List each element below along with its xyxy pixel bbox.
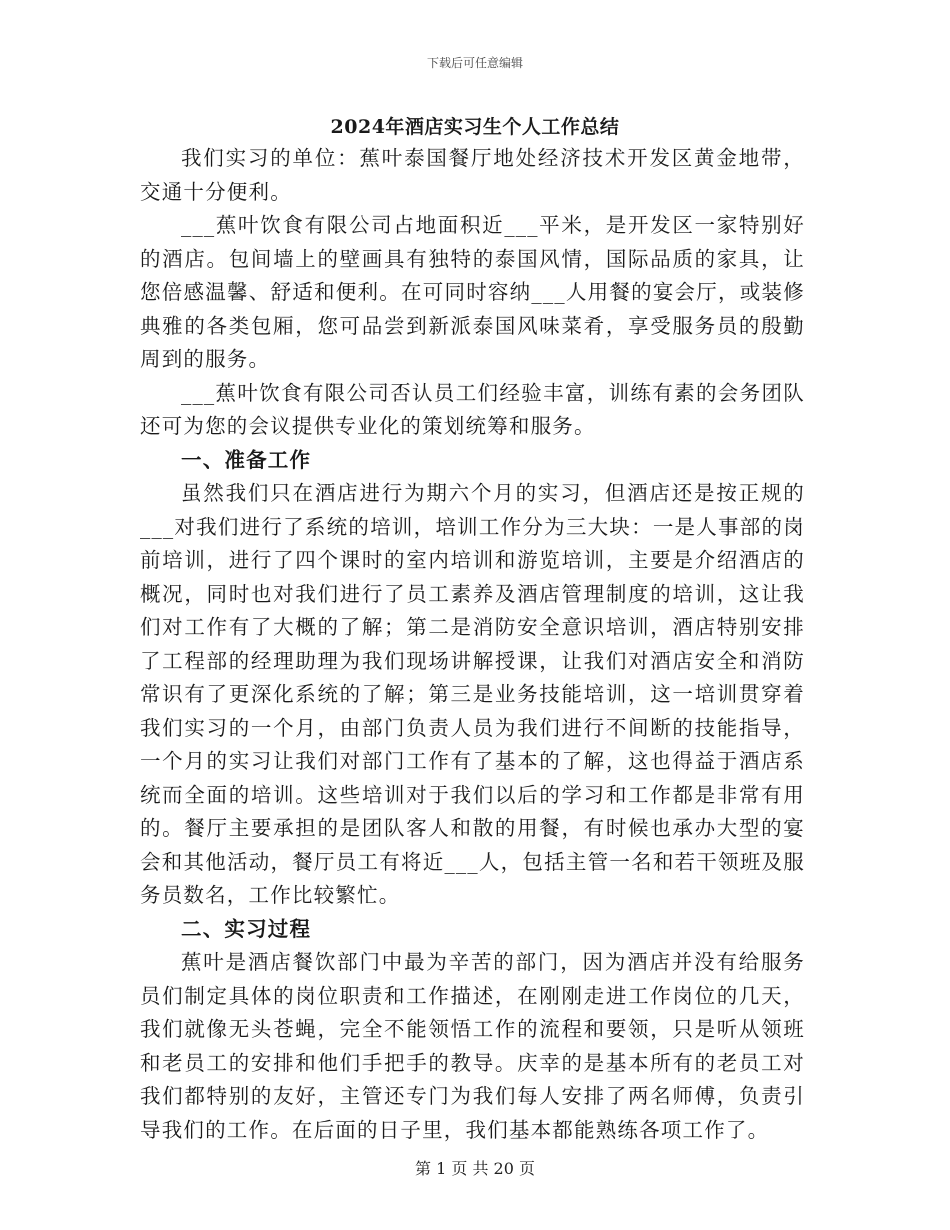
page-title: 2024年酒店实习生个人工作总结	[330, 116, 620, 138]
paragraph-intro: 我们实习的单位：蕉叶泰国餐厅地处经济技术开发区黄金地带，交通十分便利。	[140, 146, 805, 204]
paragraph-process: 蕉叶是酒店餐饮部门中最为辛苦的部门，因为酒店并没有给服务员们制定具体的岗位职责和工作描述，在刚刚走进工作岗位的几天，我们就像无头苍蝇，完全不能领悟工作的流程和要领，只是听从领班和老员工的安排和他们手把手的教导。庆幸的是基本所有的老员工对我们都特别的友好，主管还专门为我们每人安排了两名师傅，负责引导我们的工作。在后面的日子里，我们基本都能熟练各项工作了。	[140, 950, 805, 1142]
document-body	[140, 142, 805, 1147]
section-heading-process: 二、实习过程	[181, 916, 312, 941]
paragraph-team: ___蕉叶饮食有限公司否认员工们经验丰富，训练有素的会务团队还可为您的会议提供专业化的策划统筹和服务。	[140, 380, 805, 438]
header-note: 下载后可任意编辑	[426, 56, 523, 70]
paragraph-training: 虽然我们只在酒店进行为期六个月的实习，但酒店还是按正规的___对我们进行了系统的培训，培训工作分为三大块：一是人事部的岗前培训，进行了四个课时的室内培训和游览培训，主要是介绍酒店的概况，同时也对我们进行了员工素养及酒店管理制度的培训，这让我们对工作有了大概的了解；第二是消防安全意识培训，酒店特别安排了工程部的经理助理为我们现场讲解授课，让我们对酒店安全和消防常识有了更深化系统的了解；第三是业务技能培训，这一培训贯穿着我们实习的一个月，由部门负责人员为我们进行不间断的技能指导，一个月的实习让我们对部门工作有了基本的了解，这也得益于酒店系统而全面的培训。这些培训对于我们以后的学习和工作都是非常有用的。餐厅主要承担的是团队客人和散的用餐，有时候也承办大型的宴会和其他活动，餐厅员工有将近___人，包括主管一名和若干领班及服务员数名，工作比较繁忙。	[140, 481, 805, 907]
page-footer: 第 1 页 共 20 页	[415, 1159, 535, 1178]
section-heading-preparation: 一、准备工作	[181, 447, 312, 472]
paragraph-company: ___蕉叶饮食有限公司占地面积近___平米，是开发区一家特别好的酒店。包间墙上的壁画具有独特的泰国风情，国际品质的家具，让您倍感温馨、舒适和便利。在可同时容纳___人用餐的宴会厅，或装修典雅的各类包厢，您可品尝到新派泰国风味菜肴，享受服务员的殷勤周到的服务。	[140, 213, 805, 371]
